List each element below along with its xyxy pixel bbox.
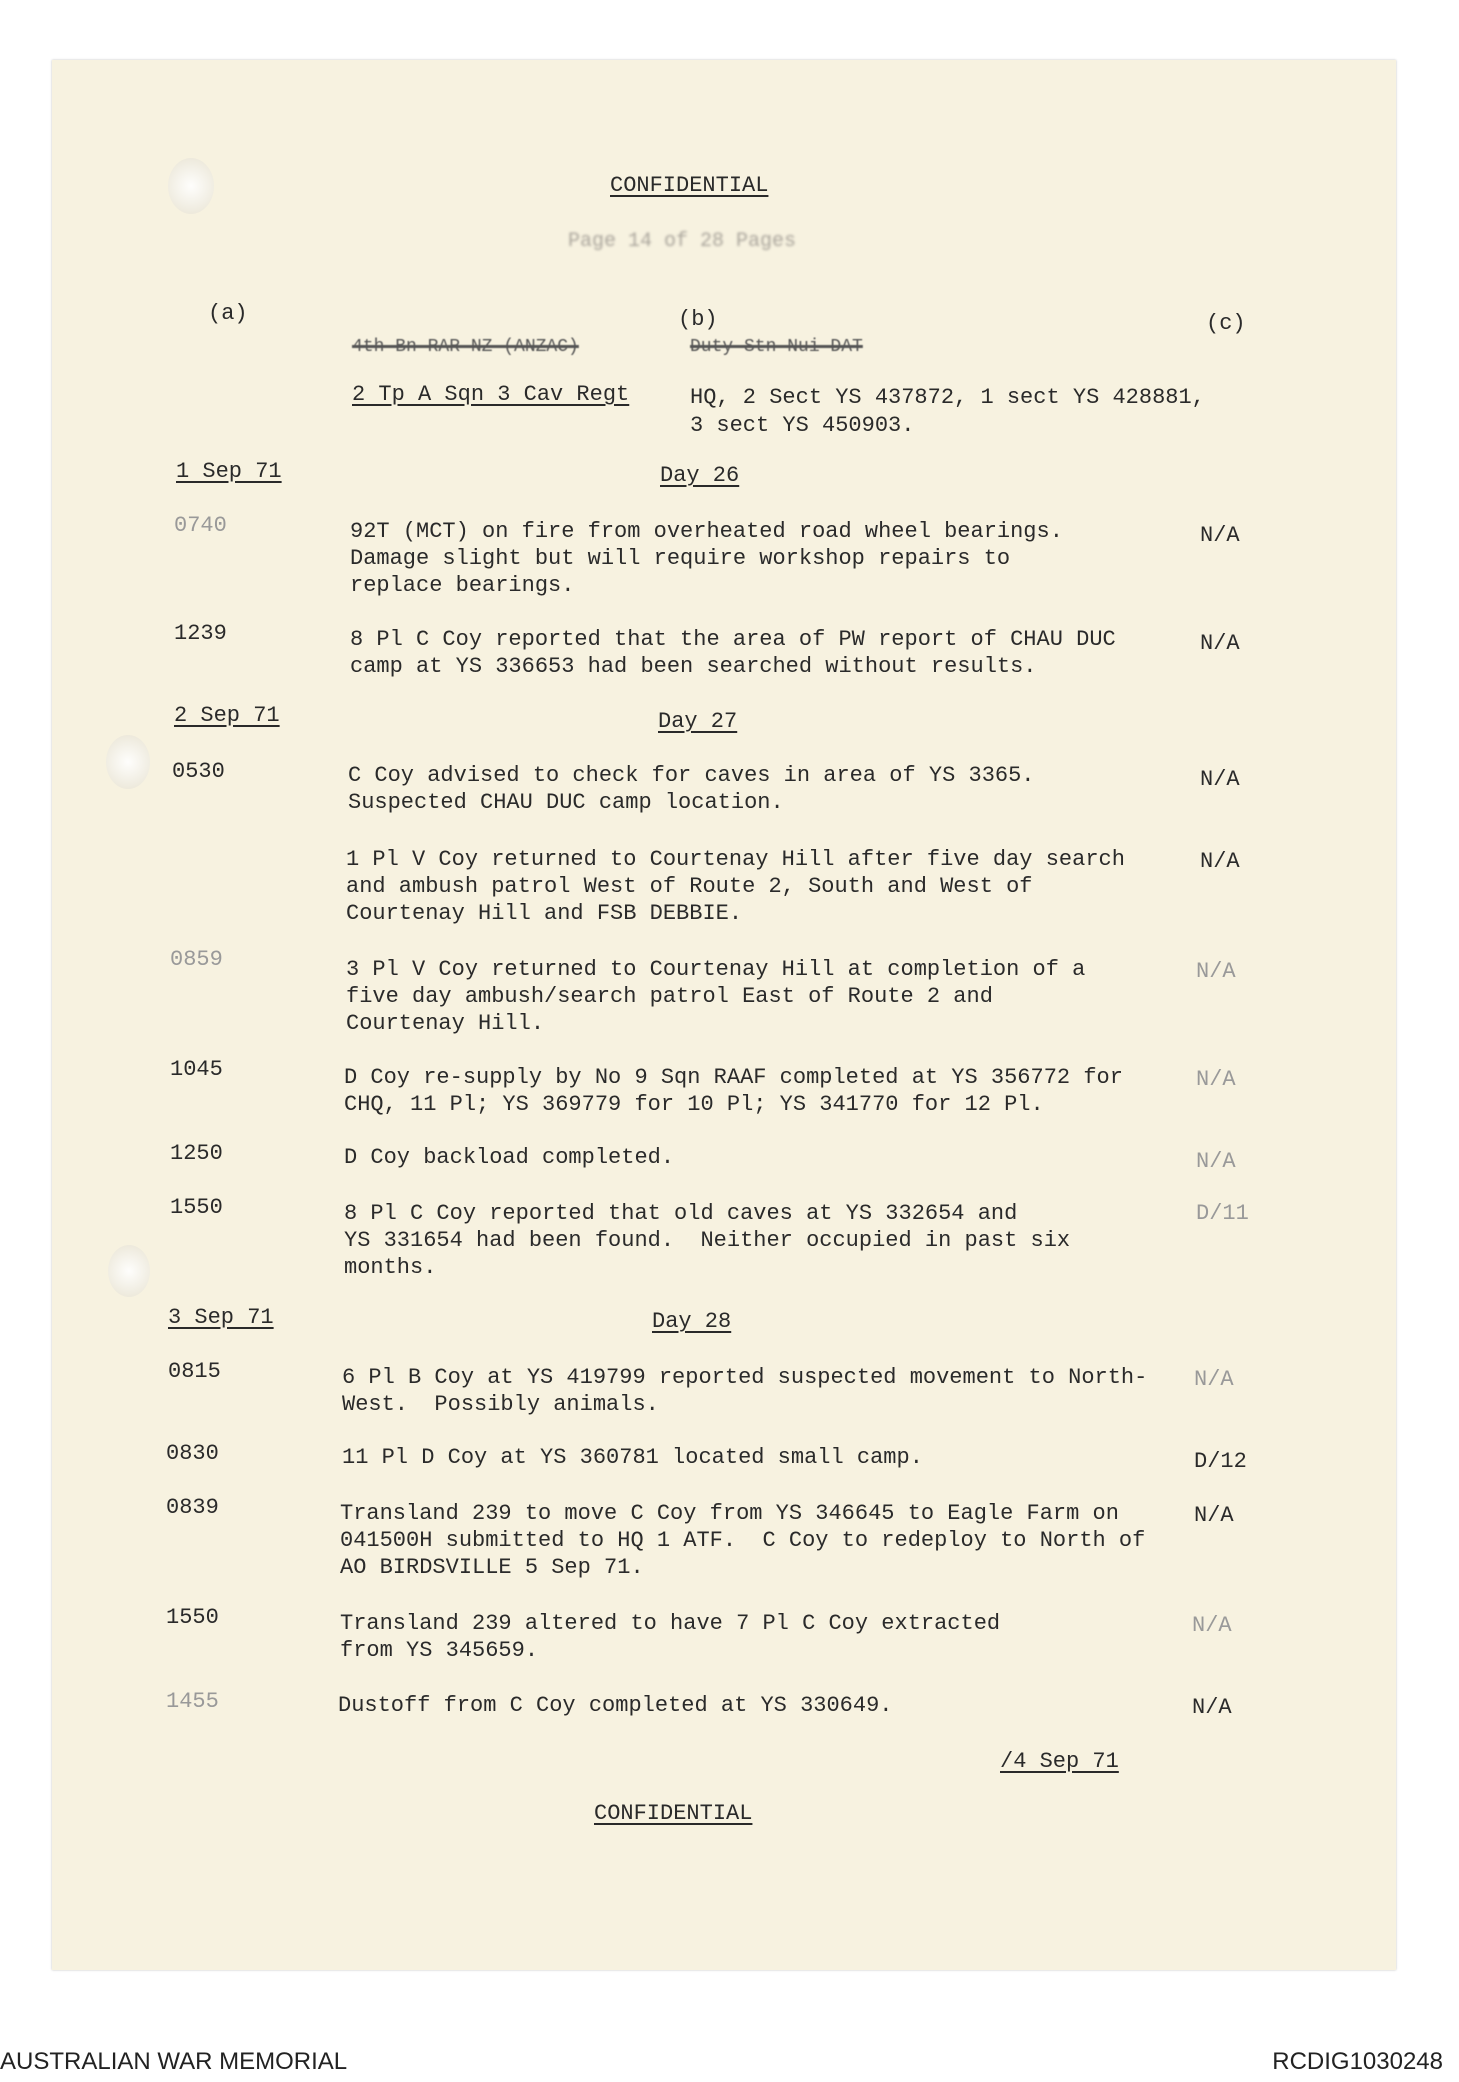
entry-time: 0830 [166,1441,219,1466]
entry-text: Transland 239 altered to have 7 Pl C Coy extracted from YS 345659. [340,1611,1001,1663]
entry-ref: N/A [1194,1503,1234,1528]
entry-text: 92T (MCT) on fire from overheated road wheel bearings. Damage slight but will require workshop repairs to replace bearings. [350,519,1063,598]
entry-text: Dustoff from C Coy completed at YS 330649. [338,1693,893,1718]
entry-ref: N/A [1200,523,1240,548]
date-heading: 1 Sep 71 [176,459,282,484]
entry-ref: N/A [1200,767,1240,792]
entry-text: C Coy advised to check for caves in area of YS 3365. Suspected CHAU DUC camp location. [348,763,1035,815]
struck-location-line: Duty Stn Nui DAT [690,337,863,357]
entry-ref: D/12 [1194,1449,1247,1474]
entry-text: D Coy re-supply by No 9 Sqn RAAF completed at YS 356772 for CHQ, 11 Pl; YS 369779 for 10 Pl; YS 341770 for 12 Pl. [344,1065,1123,1117]
date-heading: 2 Sep 71 [174,703,280,728]
entry-ref: N/A [1194,1367,1234,1392]
struck-unit-line: 4th Bn RAR NZ (ANZAC) [352,337,579,357]
entry-time: 0815 [168,1359,221,1384]
unit-name: 2 Tp A Sqn 3 Cav Regt [352,382,630,407]
entry-time: 1250 [170,1141,223,1166]
entry-time: 0839 [166,1495,219,1520]
date-heading: 3 Sep 71 [168,1305,274,1330]
unit-location-line-2: 3 sect YS 450903. [690,413,915,438]
entry-ref: D/11 [1196,1201,1249,1226]
paper-crease-mark [168,158,214,214]
entry-time: 1239 [174,621,227,646]
entry-ref: N/A [1200,631,1240,656]
entry-time: 0859 [170,947,223,972]
day-heading: Day 28 [652,1309,732,1334]
paper-crease-mark [108,1245,150,1297]
entry-text: 6 Pl B Coy at YS 419799 reported suspected movement to North- West. Possibly animals. [342,1365,1148,1417]
page-info: Page 14 of 28 Pages [568,230,797,253]
entry-text: 11 Pl D Coy at YS 360781 located small camp. [342,1445,923,1470]
column-c-header: (c) [1206,311,1246,336]
entry-text: Transland 239 to move C Coy from YS 346645 to Eagle Farm on 041500H submitted to HQ 1 ATF. C Coy to redeploy to North of AO BIRDSVILLE 5 Sep 71. [340,1501,1146,1580]
entry-ref: N/A [1196,1149,1236,1174]
entry-time: 1045 [170,1057,223,1082]
footer-record-id: RCDIG1030248 [1272,2048,1443,2075]
entry-time: 0740 [174,513,227,538]
classification-bottom: CONFIDENTIAL [594,1801,753,1826]
paper-crease-mark [106,735,150,789]
entry-ref: N/A [1200,849,1240,874]
entry-text: 3 Pl V Coy returned to Courtenay Hill at completion of a five day ambush/search patrol East of Route 2 and Courtenay Hill. [346,957,1086,1036]
classification-top: CONFIDENTIAL [610,173,769,198]
entry-ref: N/A [1196,1067,1236,1092]
continuation-note: /4 Sep 71 [1000,1749,1119,1774]
entry-time: 1550 [166,1605,219,1630]
entry-ref: N/A [1196,959,1236,984]
footer-archive-name: AUSTRALIAN WAR MEMORIAL [0,2048,348,2075]
entry-text: 8 Pl C Coy reported that old caves at YS 332654 and YS 331654 had been found. Neither occupied in past six months. [344,1201,1071,1280]
entry-ref: N/A [1192,1695,1232,1720]
entry-text: 8 Pl C Coy reported that the area of PW report of CHAU DUC camp at YS 336653 had been searched without results. [350,627,1116,679]
day-heading: Day 27 [658,709,738,734]
unit-location-line-1: HQ, 2 Sect YS 437872, 1 sect YS 428881, [690,385,1205,410]
entry-time: 0530 [172,759,225,784]
day-heading: Day 26 [660,463,740,488]
entry-time: 1455 [166,1689,219,1714]
entry-time: 1550 [170,1195,223,1220]
column-b-header: (b) [678,307,718,332]
entry-text: D Coy backload completed. [344,1145,675,1170]
entry-ref: N/A [1192,1613,1232,1638]
entry-text: 1 Pl V Coy returned to Courtenay Hill after five day search and ambush patrol West of Route 2, South and West of Courtenay Hill and FSB DEBBIE. [346,847,1125,926]
column-a-header: (a) [208,301,248,326]
